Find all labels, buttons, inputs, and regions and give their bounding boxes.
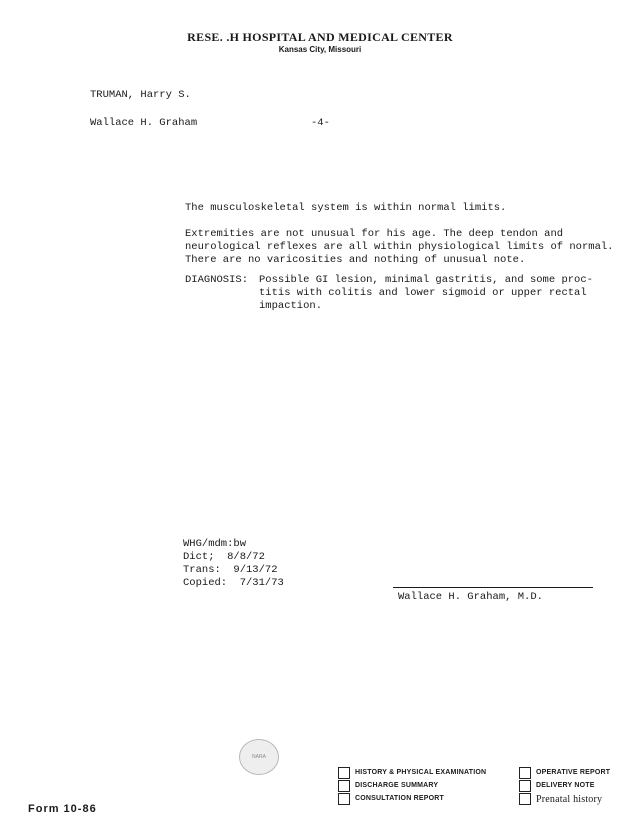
patient-name: TRUMAN, Harry S. <box>90 89 191 101</box>
copied-date: Copied: 7/31/73 <box>183 577 284 589</box>
stamp-text: NARA <box>252 754 266 760</box>
transcription-initials: WHG/mdm:bw <box>183 538 247 550</box>
physician-name: Wallace H. Graham <box>90 117 198 129</box>
page-number: -4- <box>311 117 330 129</box>
history-checkbox[interactable] <box>338 767 350 779</box>
operative-label: OPERATIVE REPORT <box>536 769 611 776</box>
discharge-checkbox[interactable] <box>338 780 350 792</box>
paragraph-extremities: Extremities are not unusual for his age. The deep tendon and neurological reflexes are all within physiological limits of normal. There are no varicosities and nothing of unusual note. <box>185 228 614 266</box>
hospital-location: Kansas City, Missouri <box>278 45 362 54</box>
form-number: Form 10-86 <box>28 803 97 815</box>
prenatal-checkbox[interactable] <box>519 793 531 805</box>
operative-checkbox[interactable] <box>519 767 531 779</box>
delivery-checkbox[interactable] <box>519 780 531 792</box>
delivery-label: DELIVERY NOTE <box>536 782 595 789</box>
hospital-name: RESE. .H HOSPITAL AND MEDICAL CENTER <box>187 30 453 44</box>
diagnosis-label: DIAGNOSIS: <box>185 274 249 286</box>
archive-stamp <box>239 739 279 775</box>
history-label: HISTORY & PHYSICAL EXAMINATION <box>355 769 487 776</box>
paragraph-musculoskeletal: The musculoskeletal system is within normal limits. <box>185 202 507 214</box>
prenatal-label: Prenatal history <box>536 794 603 805</box>
transcription-date: Trans: 9/13/72 <box>183 564 278 576</box>
signature-name: Wallace H. Graham, M.D. <box>398 591 543 603</box>
consultation-label: CONSULTATION REPORT <box>355 795 444 802</box>
diagnosis-text: Possible GI lesion, minimal gastritis, and some proc-titis with colitis and lower sigmoid or upper rectal impaction. <box>259 274 593 312</box>
consultation-checkbox[interactable] <box>338 793 350 805</box>
discharge-label: DISCHARGE SUMMARY <box>355 782 439 789</box>
signature-line <box>393 587 593 588</box>
dictation-date: Dict; 8/8/72 <box>183 551 265 563</box>
